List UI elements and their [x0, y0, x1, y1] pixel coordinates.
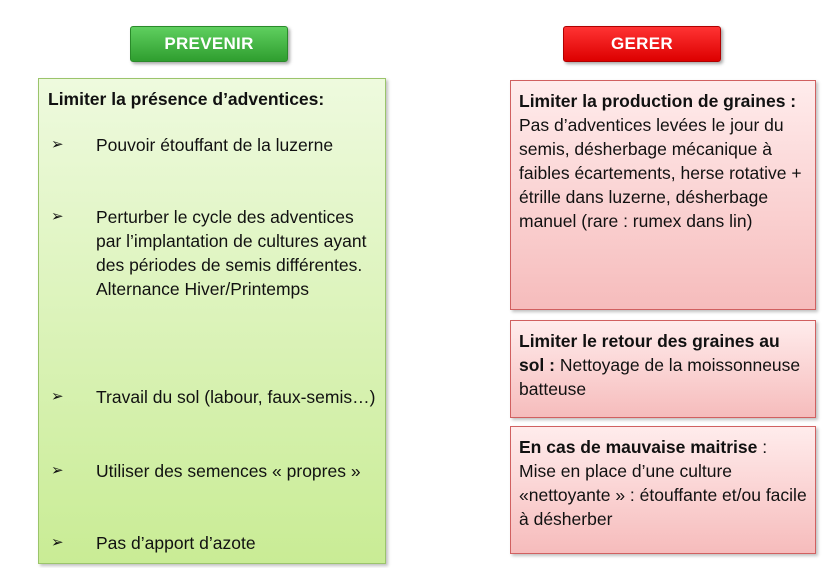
- manage-box-heading: Limiter la production de graines :: [519, 91, 797, 111]
- manage-box-poor-control: [510, 426, 816, 554]
- arrow-bullet-icon: ➢: [51, 136, 64, 153]
- manage-box-seed-return: [510, 320, 816, 418]
- bullet-text: Pouvoir étouffant de la luzerne: [96, 135, 334, 155]
- manage-box-text: Nettoyage de la moissonneuse batteuse: [519, 355, 801, 399]
- bullet-text: Pas d’apport d’azote: [96, 533, 256, 553]
- prevent-box-title: Limiter la présence d’adventices:: [48, 89, 325, 109]
- prevent-box: [38, 78, 386, 564]
- arrow-bullet-icon: ➢: [51, 208, 64, 225]
- bullet-text: Utiliser des semences « propres »: [96, 461, 361, 481]
- prevent-header: PREVENIR: [130, 26, 288, 62]
- arrow-bullet-icon: ➢: [51, 534, 64, 551]
- manage-box-seed-production: [510, 80, 816, 310]
- manage-box-heading: Limiter le retour des graines au sol :: [519, 331, 780, 375]
- bullet-text: Travail du sol (labour, faux-semis…): [96, 387, 376, 407]
- bullet-text: Perturber le cycle des adventices par l’implantation de cultures ayant des périodes de semis différentes. Alternance Hiver/Printemps: [96, 207, 367, 299]
- manage-box-text: Pas d’adventices levées le jour du semis, désherbage mécanique à faibles écartements, herse rotative + étrille dans luzerne, désherbage manuel (rare : rumex dans lin): [519, 115, 802, 231]
- manage-box-heading: En cas de mauvaise maitrise: [519, 437, 758, 457]
- manage-box-text: : Mise en place d’une culture «nettoyante » : étouffante et/ou facile à désherber: [519, 437, 807, 529]
- manage-header: GERER: [563, 26, 721, 62]
- arrow-bullet-icon: ➢: [51, 388, 64, 405]
- arrow-bullet-icon: ➢: [51, 462, 64, 479]
